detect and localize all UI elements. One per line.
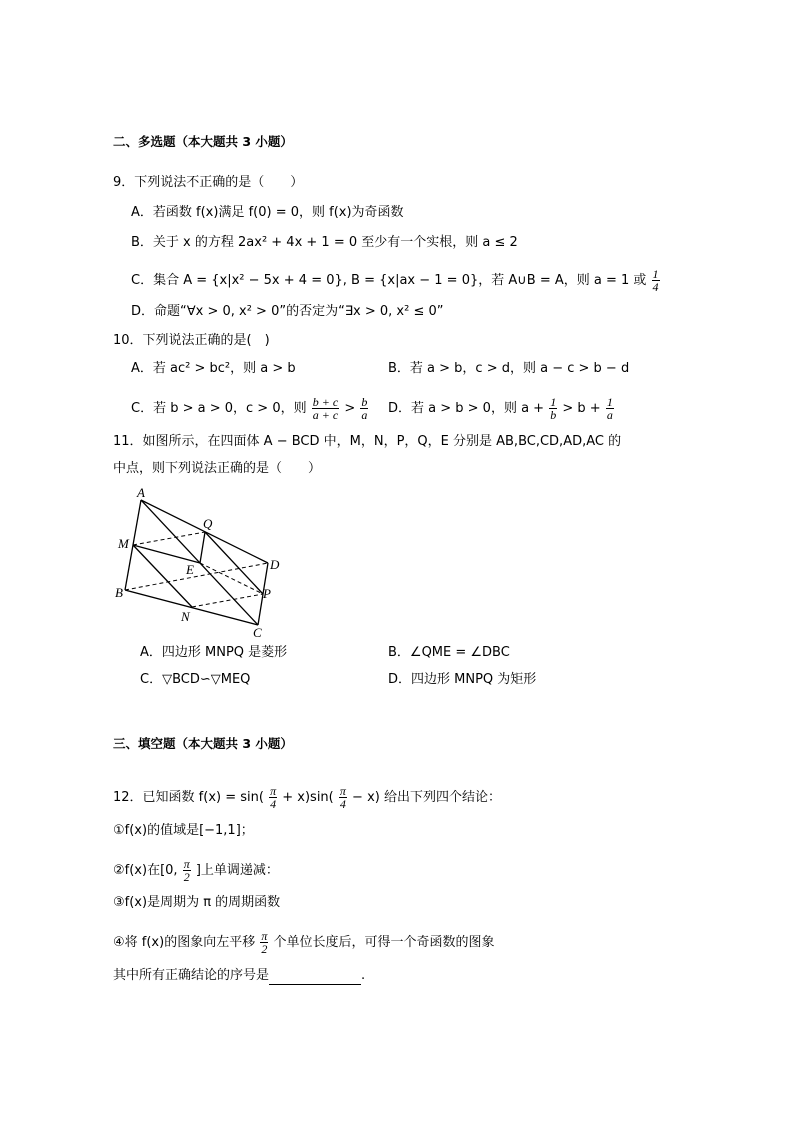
- question-12-statement-4-end: 个单位长度后，可得一个奇函数的图象: [273, 935, 495, 950]
- question-11-stem-line-2: 中点，则下列说法正确的是（ ）: [113, 461, 322, 476]
- label-a: A: [137, 485, 145, 500]
- label-b: B: [115, 585, 123, 600]
- segment-mq-hidden: [133, 532, 205, 545]
- question-12-statement-3: ③f(x)是周期为 π 的周期函数: [113, 895, 281, 910]
- question-12-answer-prompt: 其中所有正确结论的序号是: [113, 968, 270, 983]
- label-m: M: [118, 536, 129, 551]
- question-10-option-c-text: C．若 b > a > 0，c > 0，则: [131, 401, 307, 416]
- fraction-pi-over-4: $\frac{\pi}{4}$: [270, 784, 277, 811]
- question-11-option-c: C．▽BCD∽▽MEQ: [140, 672, 251, 687]
- question-11-stem-line-1: 11．如图所示，在四面体 A − BCD 中，M，N，P，Q，E 分别是 AB,BC,CD,AD,AC 的: [113, 434, 622, 449]
- question-12-stem: [113, 785, 501, 810]
- label-c: C: [253, 625, 262, 640]
- label-e: E: [186, 562, 194, 577]
- label-n: N: [181, 609, 190, 624]
- fraction-one-over-a: $\frac{1}{a}$: [606, 395, 613, 422]
- question-10-option-d: [388, 396, 615, 421]
- segment-me: [133, 545, 200, 563]
- question-10-option-a: A．若 ac² > bc²，则 a > b: [131, 361, 296, 376]
- segment-qe: [200, 532, 205, 563]
- label-d: D: [270, 557, 280, 572]
- label-p: P: [263, 586, 271, 601]
- fraction-pi-over-2-shift: $\frac{\pi}{2}$: [261, 929, 268, 956]
- question-9-option-a: A．若函数 f(x)满足 f(0) = 0，则 f(x)为奇函数: [131, 205, 404, 220]
- label-q: Q: [203, 516, 213, 531]
- segment-mn: [133, 545, 192, 607]
- fraction-pi-over-4-second: $\frac{\pi}{4}$: [339, 784, 346, 811]
- question-12-stem-end: − x) 给出下列四个结论：: [352, 790, 501, 805]
- segment-qp: [205, 532, 263, 594]
- fraction-pi-over-2: $\frac{\pi}{2}$: [183, 857, 190, 884]
- question-12-answer-line: [113, 967, 365, 985]
- question-11-option-a: A．四边形 MNPQ 是菱形: [140, 645, 288, 660]
- question-12-statement-1: ①f(x)的值域是[−1,1]；: [113, 823, 254, 838]
- question-9-option-d: D．命题“∀x > 0, x² > 0”的否定为“∃x > 0, x² ≤ 0”: [131, 304, 444, 319]
- question-12-statement-2-end: ]上单调递减：: [195, 863, 279, 878]
- question-12-statement-2: [113, 858, 279, 883]
- section-title-multiple-choice: 二、多选题（本大题共 3 小题）: [113, 134, 293, 149]
- segment-ep-hidden: [200, 563, 263, 594]
- question-9-option-b: B．关于 x 的方程 2ax² + 4x + 1 = 0 至少有一个实根，则 a ≤ 2: [131, 235, 518, 250]
- question-11-option-d: D．四边形 MNPQ 为矩形: [388, 672, 537, 687]
- question-10-option-b: B．若 a > b，c > d，则 a − c > b − d: [388, 361, 630, 376]
- question-10-stem: 10．下列说法正确的是( ): [113, 333, 270, 348]
- question-10-option-d-text: D．若 a > b > 0，则 a +: [388, 401, 545, 416]
- greater-than-sign: >: [344, 401, 356, 416]
- question-12-answer-period: .: [361, 968, 366, 983]
- question-9-option-c-text: C．集合 A = {x|x² − 5x + 4 = 0}, B = {x|ax − 1 = 0}，若 A∪B = A，则 a = 1 或: [131, 273, 647, 288]
- question-12-stem-middle: + x)sin(: [282, 790, 334, 805]
- segment-np-hidden: [192, 594, 263, 607]
- question-12-statement-2-start: ②f(x)在[0,: [113, 863, 178, 878]
- edge-ad: [141, 500, 268, 563]
- question-9-option-c: [131, 268, 661, 293]
- question-12-statement-4-start: ④将 f(x)的图象向左平移: [113, 935, 256, 950]
- question-10-option-d-middle: > b +: [562, 401, 601, 416]
- question-10-option-c: [131, 396, 369, 421]
- fraction-b-over-a: $\frac{b}{a}$: [361, 395, 368, 422]
- question-9-stem: 9．下列说法不正确的是（ ）: [113, 175, 304, 190]
- question-12-stem-start: 12．已知函数 f(x) = sin(: [113, 790, 264, 805]
- section-title-fill-in: 三、填空题（本大题共 3 小题）: [113, 736, 293, 751]
- fraction-b-plus-c-over-a-plus-c: $\frac{b + c}{a + c}$: [312, 395, 339, 422]
- fraction-one-quarter: $\frac{1}{4}$: [652, 267, 659, 294]
- tetrahedron-figure: [108, 484, 288, 640]
- edge-bc: [125, 590, 258, 625]
- fraction-one-over-b: $\frac{1}{b}$: [550, 395, 557, 422]
- question-11-option-b: B．∠QME = ∠DBC: [388, 645, 510, 660]
- answer-blank[interactable]: [269, 970, 361, 985]
- question-12-statement-4: [113, 930, 495, 955]
